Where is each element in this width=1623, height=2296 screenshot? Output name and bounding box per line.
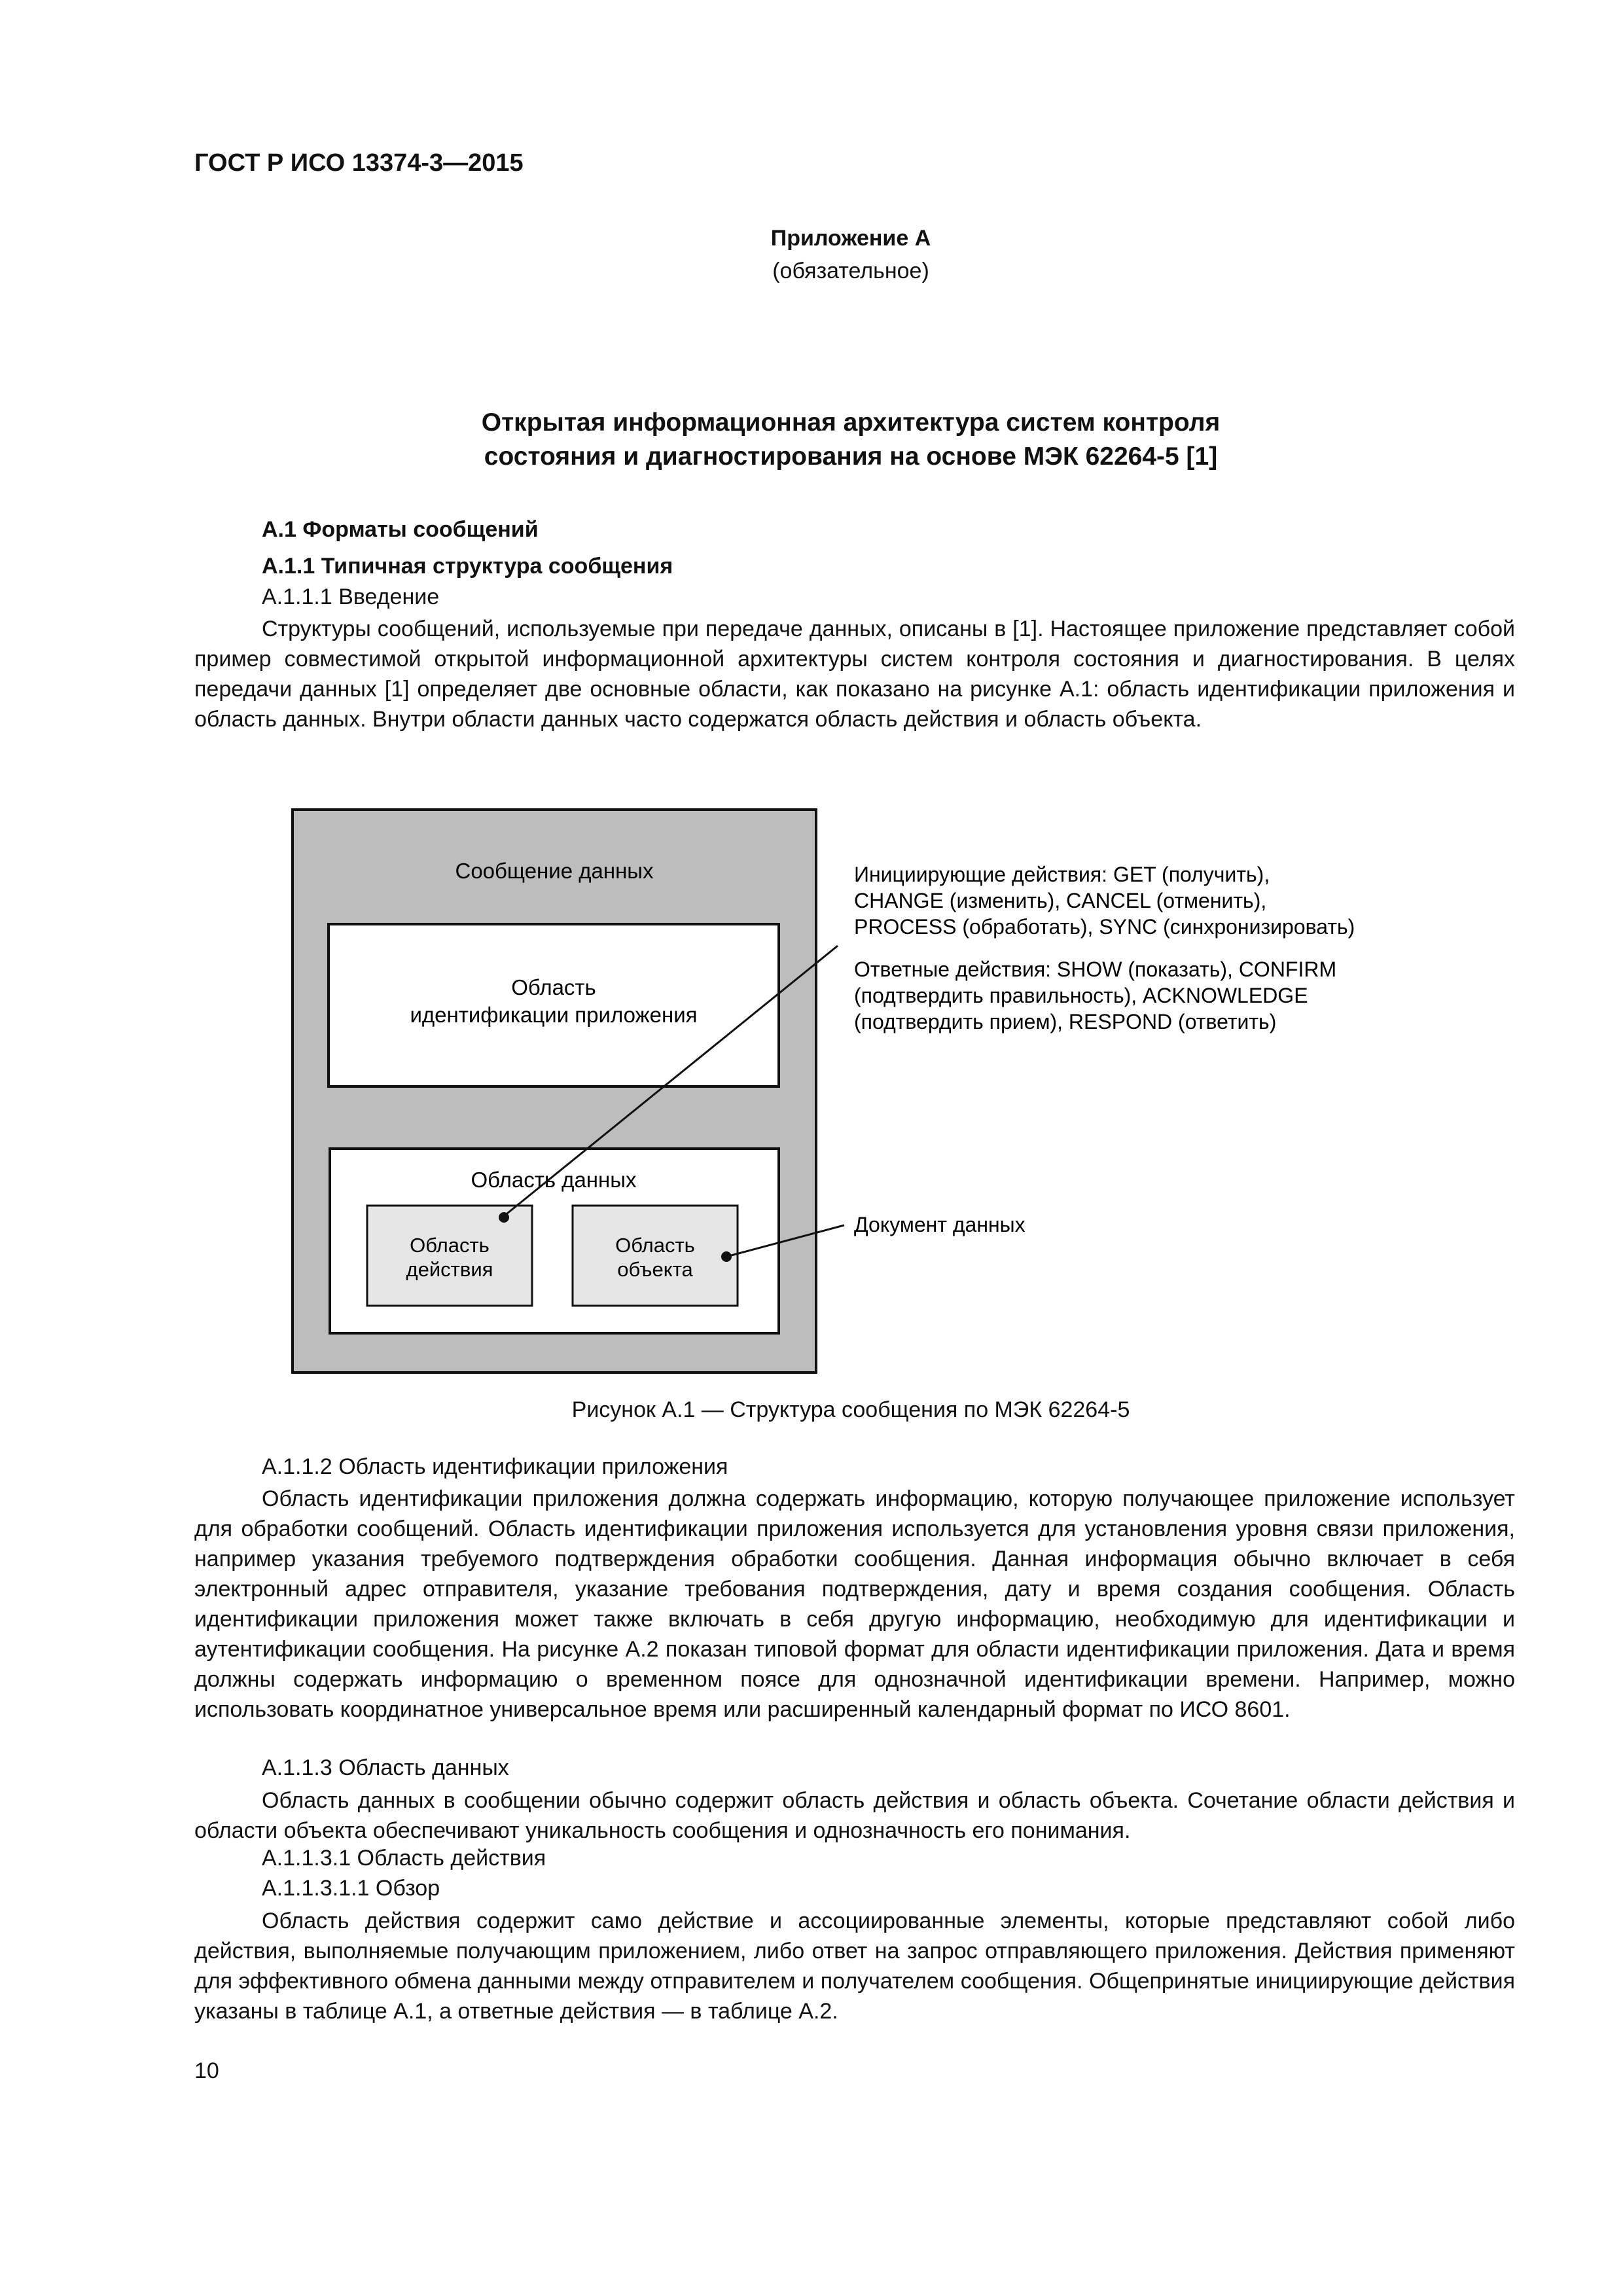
- paragraph-action-area: [194, 1906, 1515, 2026]
- paragraph-app-id-text: Область идентификации приложения должна содержать информацию, которую получающее приложение использует для обработки сообщений. Область идентификации приложения используется для установления уровня связи приложения, например указания требуемого подтверждения обработки сообщения. Данная информация обычно включает в себя электронный адрес отправителя, указание требования подтверждения, дату и время создания сообщения. Область идентификации приложения может также включать в себя другую информацию, необходимую для идентификации и аутентификации сообщения. На рисунке А.2 показан типовой формат для области идентификации приложения. Дата и время должны содержать информацию о временном поясе для однозначной идентификации времени. Например, можно использовать координатное универсальное время или расширенный календарный формат по ИСО 8601.: [194, 1486, 1515, 1722]
- heading-a113: А.1.1.3 Область данных: [262, 1755, 509, 1780]
- paragraph-data-area: [194, 1785, 1515, 1846]
- response-actions-line2: (подтвердить правильность), ACKNOWLEDGE: [854, 984, 1308, 1007]
- action-leader-dot: [499, 1212, 509, 1223]
- action-area-label-line1: Область: [410, 1234, 490, 1257]
- document-header: ГОСТ Р ИСО 13374-3—2015: [194, 149, 524, 177]
- paragraph-intro-text: Структуры сообщений, используемые при передаче данных, описаны в [1]. Настоящее приложение представляет собой пример совместимой открытой информационной архитектуры систем контроля состояния и диагностирования. В целях передачи данных [1] определяет две основные области, как показано на рисунке А.1: область идентификации приложения и область данных. Внутри области данных часто содержатся область действия и область объекта.: [194, 617, 1515, 732]
- heading-a11: А.1.1 Типичная структура сообщения: [262, 554, 673, 579]
- application-id-area-label-line1: Область: [511, 975, 596, 999]
- heading-a11311: А.1.1.3.1.1 Обзор: [262, 1876, 440, 1901]
- object-area-label-line2: объекта: [617, 1258, 693, 1281]
- annex-status: (обязательное): [772, 259, 929, 283]
- response-actions-line1: Ответные действия: SHOW (показать), CONFIRM: [854, 958, 1337, 981]
- page-number: 10: [194, 2058, 219, 2083]
- paragraph-intro: [194, 614, 1515, 734]
- annex-name: Приложение А: [770, 226, 931, 251]
- initiating-actions-line3: PROCESS (обработать), SYNC (синхронизировать): [854, 915, 1355, 939]
- paragraph-data-area-text: Область данных в сообщении обычно содержит область действия и область объекта. Сочетание области действия и области объекта обеспечивают уникальность сообщения и однозначность его понимания.: [194, 1788, 1515, 1843]
- action-area-label-line2: действия: [406, 1258, 493, 1281]
- initiating-actions-line2: CHANGE (изменить), CANCEL (отменить),: [854, 889, 1267, 912]
- response-actions-line3: (подтвердить прием), RESPOND (ответить): [854, 1010, 1277, 1033]
- message-structure-diagram: [0, 798, 1623, 1388]
- heading-a1: А.1 Форматы сообщений: [262, 517, 539, 542]
- annex-title-line2: состояния и диагностирования на основе МЭК 62264-5 [1]: [484, 442, 1218, 471]
- data-area-label: Область данных: [471, 1168, 637, 1192]
- paragraph-app-id: [194, 1484, 1515, 1725]
- object-leader-dot: [721, 1251, 732, 1262]
- figure-caption: Рисунок А.1 — Структура сообщения по МЭК 62264-5: [571, 1397, 1130, 1422]
- data-document-label: Документ данных: [854, 1213, 1026, 1236]
- application-id-area-label-line2: идентификации приложения: [410, 1003, 698, 1027]
- initiating-actions-line1: Инициирующие действия: GET (получить),: [854, 863, 1270, 886]
- data-message-label: Сообщение данных: [455, 859, 654, 883]
- object-area-label-line1: Область: [615, 1234, 695, 1257]
- annex-title: [196, 406, 1505, 474]
- annex-title-line1: Открытая информационная архитектура систем контроля: [481, 408, 1221, 437]
- paragraph-action-area-text: Область действия содержит само действие и ассоциированные элементы, которые представляют собой либо действия, выполняемые получающим приложением, либо ответ на запрос отправляющего приложения. Действия применяют для эффективного обмена данными между отправителем и получателем сообщения. Общепринятые инициирующие действия указаны в таблице А.1, а ответные действия — в таблице А.2.: [194, 1909, 1515, 2024]
- heading-a111: А.1.1.1 Введение: [262, 584, 440, 609]
- heading-a1131: А.1.1.3.1 Область действия: [262, 1846, 546, 1871]
- heading-a112: А.1.1.2 Область идентификации приложения: [262, 1454, 728, 1479]
